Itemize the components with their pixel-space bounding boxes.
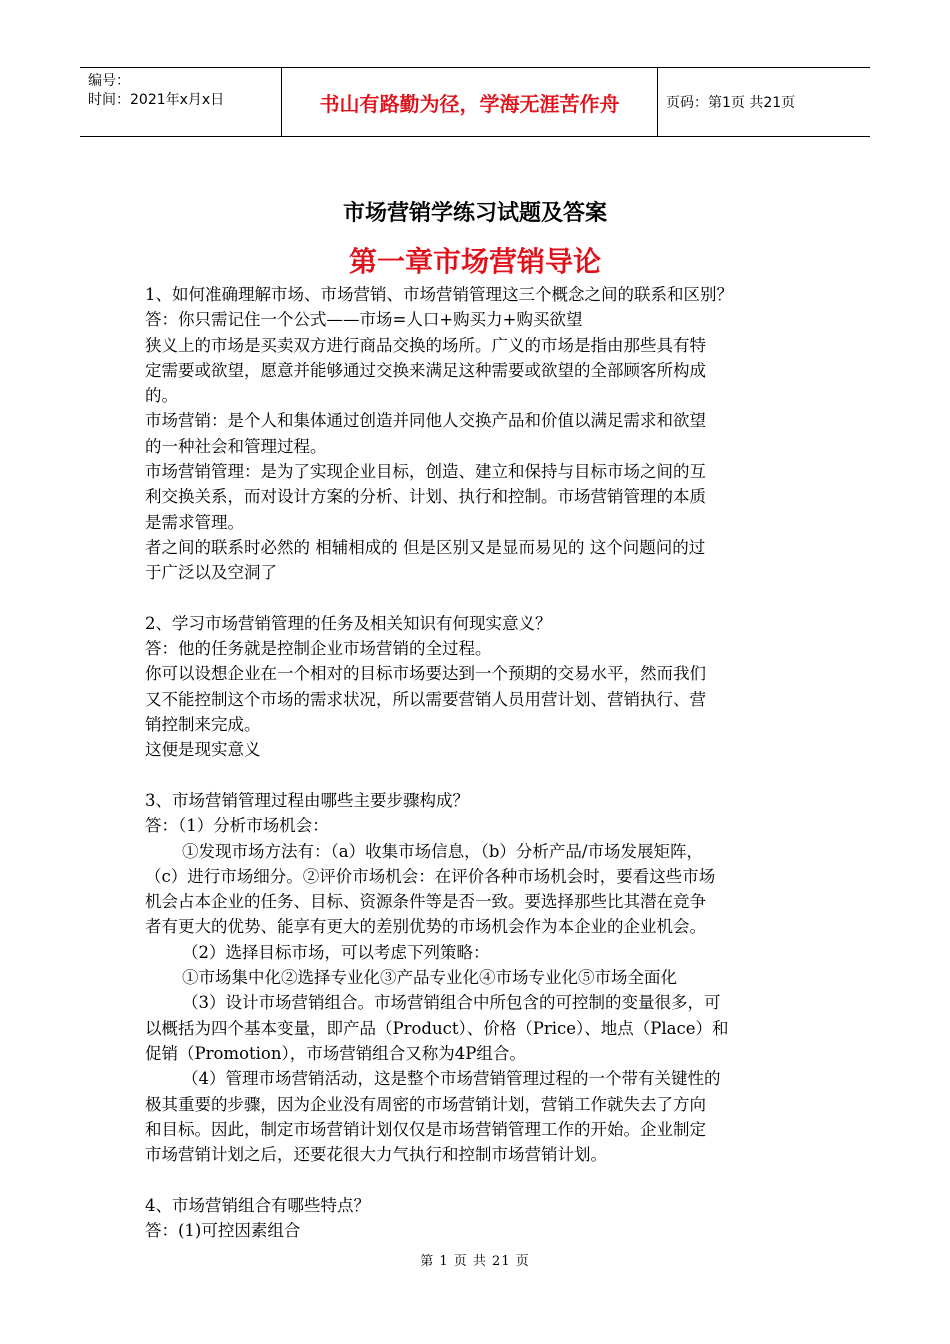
- header-motto: 书山有路勤为径，学海无涯苦作舟: [282, 68, 658, 136]
- date-line: 时间：2021年x月x日: [88, 92, 225, 108]
- text-line: 4、市场营销组合有哪些特点？: [145, 1195, 370, 1215]
- text-line: 者之间的联系时必然的 相辅相成的 但是区别又是显而易见的 这个问题问的过: [145, 537, 706, 557]
- text-line: 狭义上的市场是买卖双方进行商品交换的场所。广义的市场是指由那些具有特: [145, 335, 706, 355]
- number-label: 编号：: [88, 73, 130, 89]
- text-line: （2）选择目标市场，可以考虑下列策略：: [182, 942, 490, 962]
- text-line: 销控制来完成。: [145, 715, 261, 735]
- page-footer: 第 1 页 共 21 页: [420, 1254, 530, 1269]
- text-line: （c）进行市场细分。②评价市场机会：在评价各种市场机会时，要看这些市场: [145, 866, 716, 886]
- body-text: [145, 282, 810, 1243]
- text-line: 促销（Promotion），市场营销组合又称为4P组合。: [145, 1043, 526, 1063]
- text-line: 市场营销计划之后，还要花很大力气执行和控制市场营销计划。: [145, 1145, 607, 1165]
- text-line: 的。: [145, 386, 178, 406]
- text-line: ①市场集中化②选择专业化③产品专业化④市场专业化⑤市场全面化: [182, 968, 677, 988]
- text-line: 利交换关系，而对设计方案的分析、计划、执行和控制。市场营销管理的本质: [145, 487, 706, 507]
- blank-line: [145, 763, 810, 788]
- text-line: 答：（1）分析市场机会：: [145, 816, 329, 836]
- header-page-info: 页码：第1页 共21页: [666, 95, 796, 111]
- text-line: 的一种社会和管理过程。: [145, 436, 327, 456]
- page-header: [80, 67, 870, 137]
- text-line: 3、市场营销管理过程由哪些主要步骤构成？: [145, 790, 469, 810]
- chapter-heading: 第一章市场营销导论: [348, 245, 601, 278]
- text-line: 定需要或欲望，愿意并能够通过交换来满足这种需要或欲望的全部顾客所构成: [145, 360, 706, 380]
- text-line: 又不能控制这个市场的需求状况，所以需要营销人员用营计划、营销执行、营: [145, 689, 706, 709]
- text-line: 者有更大的优势、能享有更大的差别优势的市场机会作为本企业的企业机会。: [145, 917, 706, 937]
- text-line: 你可以设想企业在一个相对的目标市场要达到一个预期的交易水平，然而我们: [145, 664, 706, 684]
- text-line: 2、学习市场营销管理的任务及相关知识有何现实意义？: [145, 613, 552, 633]
- text-line: 1、如何准确理解市场、市场营销、市场营销管理这三个概念之间的联系和区别？: [145, 285, 733, 304]
- text-line: 这便是现实意义: [145, 740, 261, 760]
- blank-line: [145, 586, 810, 611]
- text-line: （3）设计市场营销组合。市场营销组合中所包含的可控制的变量很多，可: [182, 993, 721, 1013]
- text-line: （4）管理市场营销活动，这是整个市场营销管理过程的一个带有关键性的: [182, 1069, 721, 1089]
- text-line: 极其重要的步骤，因为企业没有周密的市场营销计划，营销工作就失去了方向: [145, 1094, 706, 1114]
- text-line: 答：你只需记住一个公式——市场=人口+购买力+购买欲望: [145, 310, 583, 330]
- text-line: 答：(1)可控因素组合: [145, 1220, 301, 1240]
- text-line: ①发现市场方法有：（a）收集市场信息，（b）分析产品/市场发展矩阵，: [182, 841, 703, 861]
- blank-line: [145, 1167, 810, 1192]
- text-line: 答：他的任务就是控制企业市场营销的全过程。: [145, 639, 492, 659]
- text-line: 机会占本企业的任务、目标、资源条件等是否一致。要选择那些比其潜在竞争: [145, 892, 706, 912]
- text-line: 市场营销管理：是为了实现企业目标，创造、建立和保持与目标市场之间的互: [145, 462, 706, 482]
- text-line: 和目标。因此，制定市场营销计划仅仅是市场营销管理工作的开始。企业制定: [145, 1119, 706, 1139]
- text-line: 以概括为四个基本变量，即产品（Product）、价格（Price）、地点（Place）和: [145, 1018, 729, 1038]
- text-line: 市场营销：是个人和集体通过创造并同他人交换产品和价值以满足需求和欲望: [145, 411, 706, 431]
- document-title: 市场营销学练习试题及答案: [342, 201, 607, 226]
- text-line: 于广泛以及空洞了: [145, 563, 277, 583]
- text-line: 是需求管理。: [145, 512, 244, 532]
- header-meta: [80, 68, 282, 136]
